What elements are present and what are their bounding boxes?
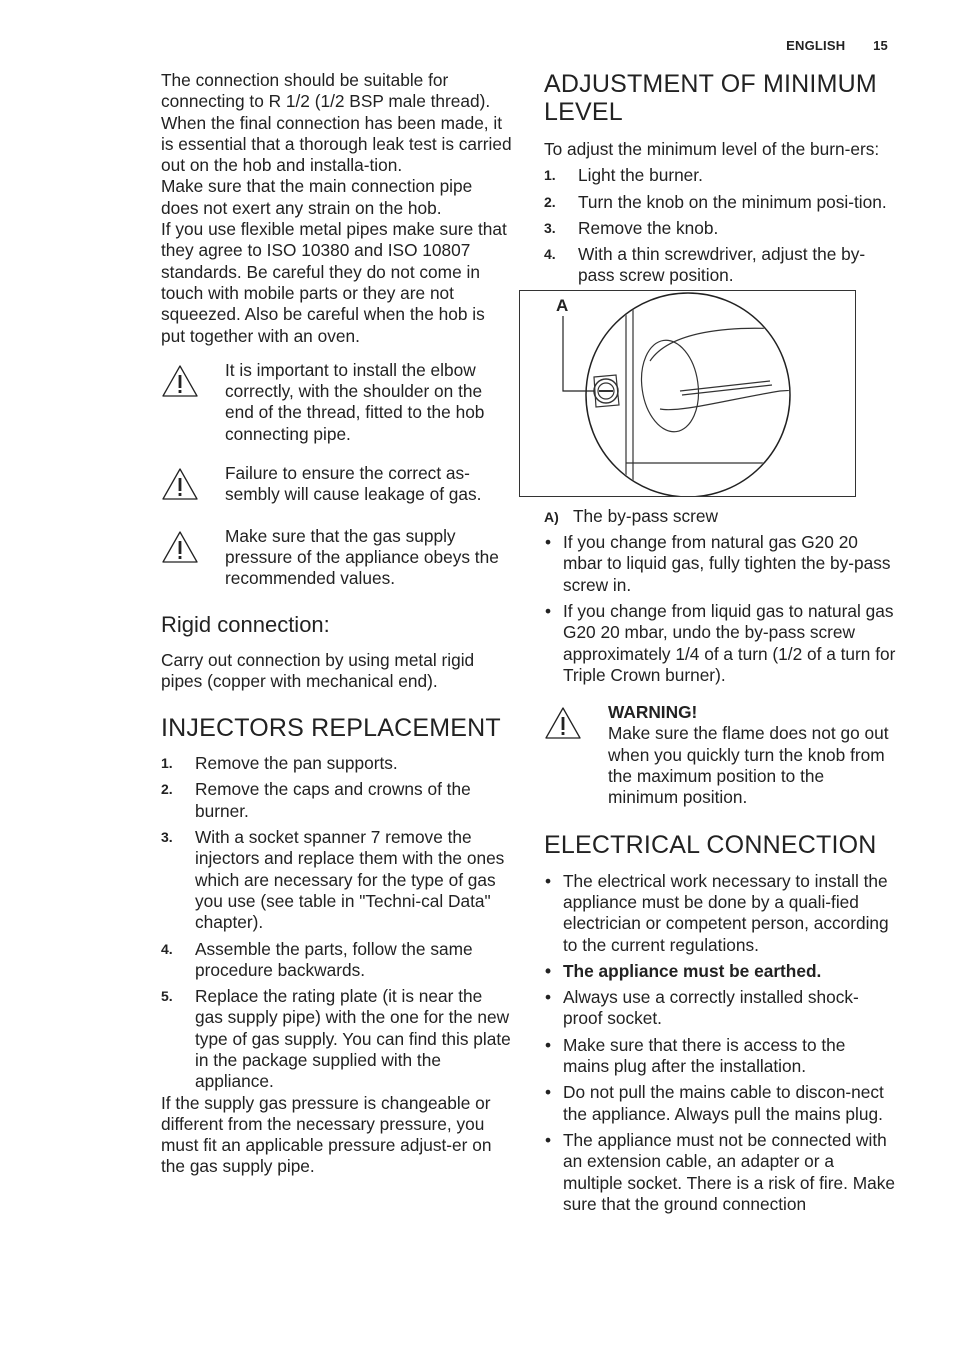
figure-label: A: [556, 295, 569, 315]
step-text: Remove the knob.: [578, 217, 719, 238]
bullet-item: • If you change from natural gas G20 20 mbar to liquid gas, fully tighten the by-pass screw in.: [544, 532, 896, 596]
step-text: Replace the rating plate (it is near the gas supply pipe) with the one for the new type of gas supply. You can find this plate in the package supplied with the appliance.: [195, 986, 511, 1092]
step-item: [544, 165, 896, 186]
step-number: 3.: [161, 829, 173, 846]
step-number: 5.: [161, 988, 173, 1005]
step-number: 4.: [161, 940, 173, 957]
rigid-connection-text: Carry out connection by using metal rigid pipes (copper with mechanical end).: [161, 649, 475, 691]
bullet-item: • Do not pull the mains cable to discon-nect the appliance. Always pull the mains plug.: [544, 1082, 896, 1125]
bypass-screw-figure: [519, 290, 856, 497]
adjustment-intro: To adjust the minimum level of the burn-ers:: [544, 139, 880, 159]
caption-key: A): [544, 508, 559, 525]
bullet-item: • The electrical work necessary to install the appliance must be done by a quali-fied electrician or competent person, according to the current regulations.: [544, 871, 896, 956]
warning-icon: [161, 364, 199, 398]
page-header: [762, 38, 888, 53]
step-number: 4.: [544, 246, 556, 263]
adjustment-steps: [544, 165, 896, 286]
warning-title: WARNING!: [608, 702, 698, 723]
warning-note: [161, 360, 513, 445]
bullet-item: • Always use a correctly installed shock-proof socket.: [544, 987, 896, 1030]
step-number: 3.: [544, 219, 556, 236]
adjustment-title: ADJUSTMENT OF MINIMUM LEVEL: [544, 70, 877, 126]
step-item: [544, 244, 896, 287]
step-text: Remove the caps and crowns of the burner.: [195, 779, 471, 821]
intro-paragraph: The connection should be suitable for connecting to R 1/2 (1/2 BSP male thread).: [161, 70, 491, 112]
step-item: [544, 192, 896, 213]
warning-icon: [544, 706, 582, 740]
step-item: [161, 986, 513, 1092]
bullet-item: • Make sure that there is access to the mains plug after the installation.: [544, 1035, 896, 1078]
step-text: Light the burner.: [578, 165, 703, 186]
injectors-steps: [161, 753, 513, 1092]
page-number: 15: [873, 38, 888, 53]
electrical-title: ELECTRICAL CONNECTION: [544, 830, 877, 859]
step-item: [161, 939, 513, 982]
warning-text: It is important to install the elbow correctly, with the shoulder on the end of the thread, fitted to the hob connecting pipe.: [225, 359, 485, 444]
step-number: 2.: [161, 781, 173, 798]
injectors-closing: If the supply gas pressure is changeable or different from the necessary pressure, you must fit an applicable pressure adjust-er on the gas supply pipe.: [161, 1092, 492, 1177]
rigid-connection-title: Rigid connection:: [161, 611, 330, 637]
warning-text: Failure to ensure the correct as-sembly will cause leakage of gas.: [225, 463, 482, 505]
step-text: Turn the knob on the minimum posi-tion.: [578, 191, 887, 212]
figure-caption: [544, 506, 896, 527]
electrical-bullets: [544, 871, 896, 1215]
header-language: ENGLISH: [786, 38, 846, 53]
adjustment-bullets: [544, 532, 896, 686]
step-item: [161, 827, 513, 933]
warning-text: Make sure that the gas supply pressure of the appliance obeys the recommended values.: [225, 525, 499, 589]
step-item: [544, 218, 896, 239]
step-text: With a thin screwdriver, adjust the by-pass screw position.: [578, 244, 866, 286]
warning-text: Make sure the flame does not go out when you quickly turn the knob from the maximum position to the minimum position.: [608, 723, 889, 808]
step-text: With a socket spanner 7 remove the injectors and replace them with the ones which are necessary for the type of gas you use (see table in "Techni-cal Data" chapter).: [195, 827, 505, 933]
step-item: [161, 779, 513, 822]
bullet-item: • If you change from liquid gas to natural gas G20 20 mbar, undo the by-pass screw approximately 1/4 of a turn (1/2 of a turn for Triple Crown burner).: [544, 601, 896, 686]
caption-text: The by-pass screw: [573, 505, 719, 526]
intro-paragraph: When the final connection has been made, it is essential that a thorough leak test is carried out on the hob and installa-tion.: [161, 112, 512, 176]
warning-note: [161, 526, 513, 590]
step-number: 1.: [161, 755, 173, 772]
warning-note: [161, 463, 513, 506]
warning-icon: [161, 467, 199, 501]
injectors-title: INJECTORS REPLACEMENT: [161, 714, 501, 743]
left-column: [161, 70, 513, 1178]
step-item: [161, 753, 513, 774]
warning-icon: [161, 530, 199, 564]
step-number: 1.: [544, 167, 556, 184]
bullet-item-emphasis: • The appliance must be earthed.: [544, 961, 896, 982]
step-text: Remove the pan supports.: [195, 753, 398, 774]
bullet-item: • The appliance must not be connected with an extension cable, an adapter or a multiple socket. There is a risk of fire. Make sure that the ground connection: [544, 1130, 896, 1215]
right-column: [544, 70, 896, 1220]
step-text: Assemble the parts, follow the same procedure backwards.: [195, 938, 473, 980]
warning-note: [544, 702, 896, 808]
knob-illustration: [520, 291, 855, 496]
intro-paragraph: Make sure that the main connection pipe does not exert any strain on the hob.: [161, 176, 473, 218]
intro-paragraph: If you use flexible metal pipes make sure that they agree to ISO 10380 and ISO 10807 standards. Be careful they do not come in touch with mobile parts or they are not squeezed. Also be careful when the hob is put together with an oven.: [161, 219, 507, 346]
step-number: 2.: [544, 193, 556, 210]
